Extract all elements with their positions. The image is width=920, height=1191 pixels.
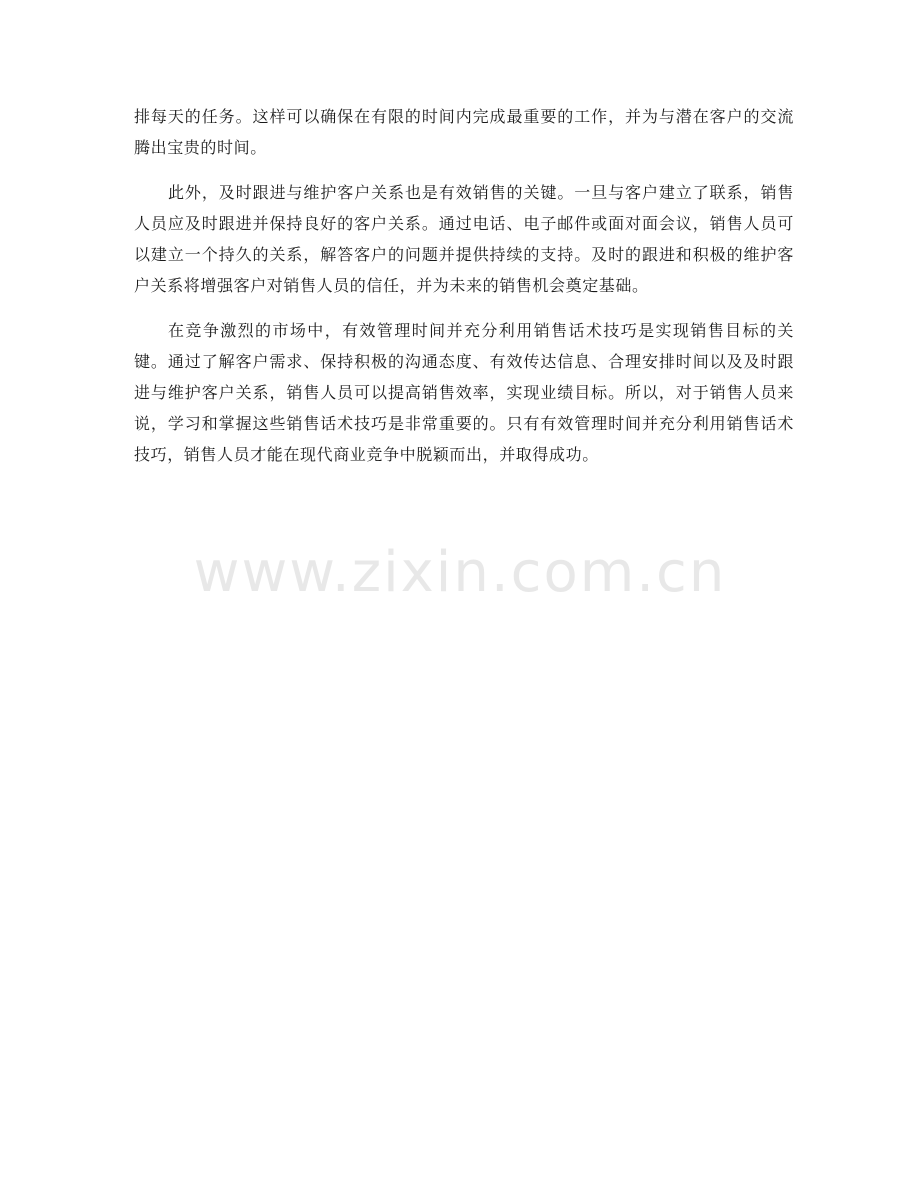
paragraph-continuation: 排每天的任务。这样可以确保在有限的时间内完成最重要的工作，并为与潜在客户的交流腾出宝贵的时间。 [134, 107, 794, 157]
document-body [134, 101, 794, 470]
paragraph-conclusion: 在竞争激烈的市场中，有效管理时间并充分利用销售话术技巧是实现销售目标的关键。通过了解客户需求、保持积极的沟通态度、有效传达信息、合理安排时间以及及时跟进与维护客户关系，销售人员可以提高销售效率，实现业绩目标。所以，对于销售人员来说，学习和掌握这些销售话术技巧是非常重要的。只有有效管理时间并充分利用销售话术技巧，销售人员才能在现代商业竞争中脱颖而出，并取得成功。 [134, 321, 794, 464]
watermark: www.zixin.com.cn [193, 540, 727, 605]
paragraph-follow-up: 此外，及时跟进与维护客户关系也是有效销售的关键。一旦与客户建立了联系，销售人员应及时跟进并保持良好的客户关系。通过电话、电子邮件或面对面会议，销售人员可以建立一个持久的关系，解答客户的问题并提供持续的支持。及时的跟进和积极的维护客户关系将增强客户对销售人员的信任，并为未来的销售机会奠定基础。 [134, 183, 794, 295]
